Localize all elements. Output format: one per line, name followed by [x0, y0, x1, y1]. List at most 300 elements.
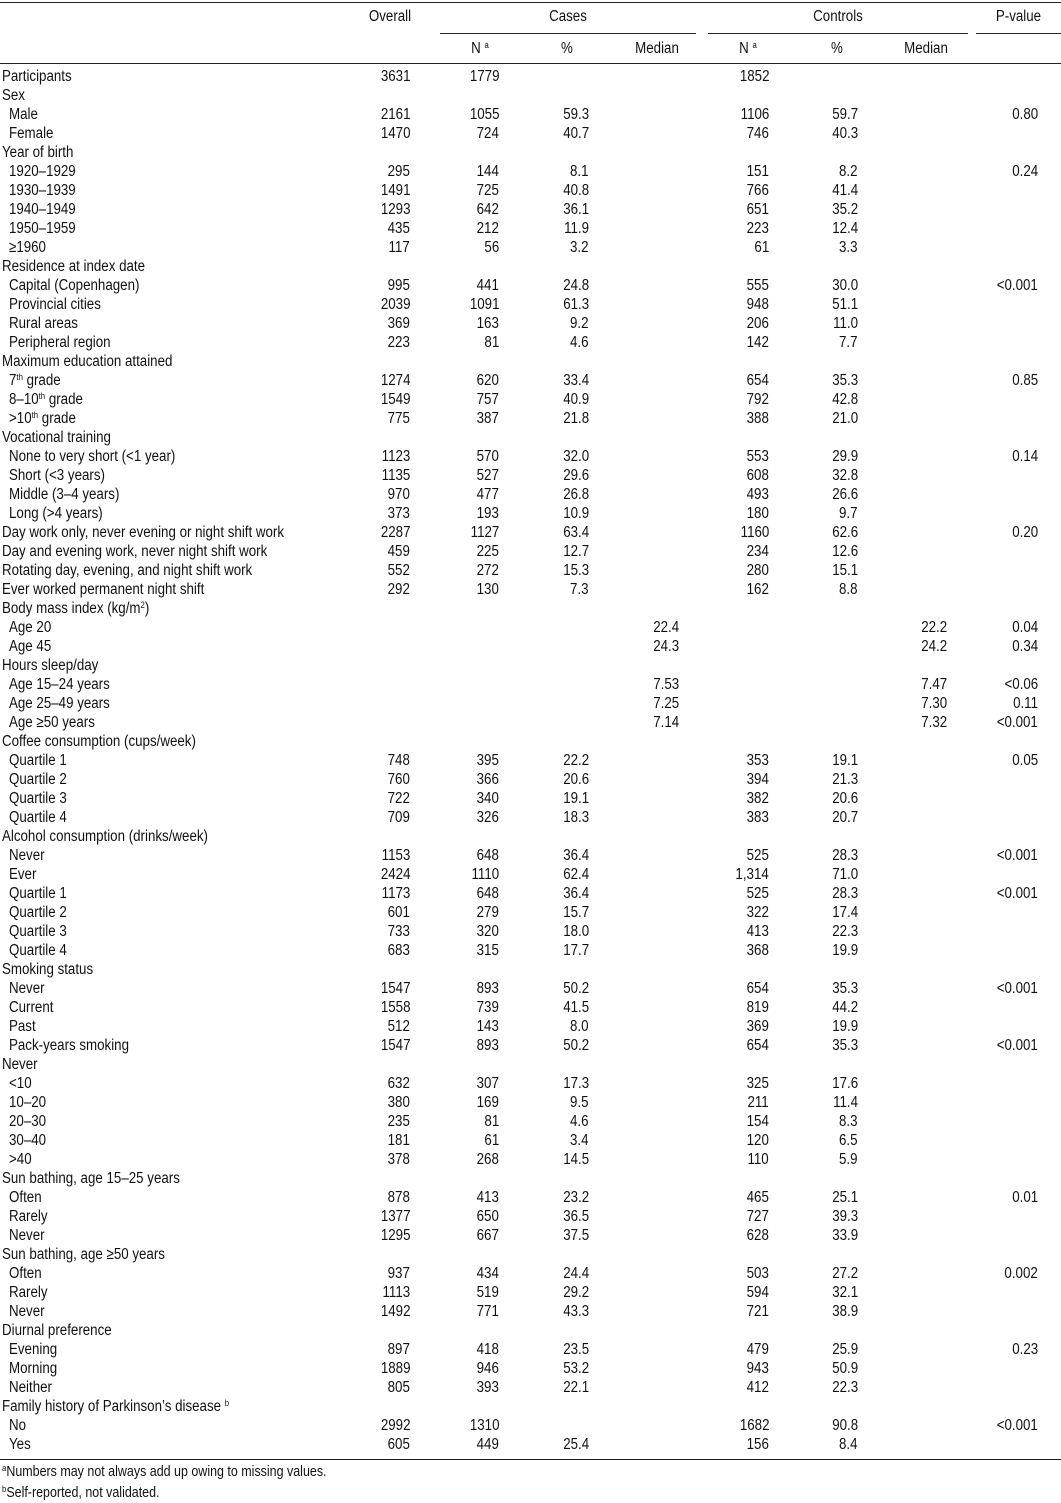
cell-overall: 1889 — [380, 1360, 410, 1377]
row-label: Age ≥50 years — [9, 714, 95, 731]
cell-controls-pct: 50.9 — [832, 1360, 858, 1377]
cell-p: <0.001 — [996, 1417, 1038, 1434]
cell-cases-n: 527 — [476, 467, 499, 484]
cell-p: 0.05 — [1012, 752, 1038, 769]
cell-overall: 235 — [387, 1113, 410, 1130]
cell-cases-pct: 8.1 — [570, 163, 589, 180]
cell-overall: 1293 — [380, 201, 410, 218]
cell-p: 0.002 — [1004, 1265, 1038, 1282]
cell-cases-median: 22.4 — [653, 619, 679, 636]
cell-cases-pct: 23.2 — [563, 1189, 589, 1206]
cell-overall: 181 — [387, 1132, 410, 1149]
cell-controls-median: 22.2 — [921, 619, 947, 636]
cell-cases-n: 739 — [476, 999, 499, 1016]
cell-overall: 775 — [387, 410, 410, 427]
row-label: Short (<3 years) — [9, 467, 105, 484]
cell-cases-n: 441 — [476, 277, 499, 294]
cell-cases-n: 1127 — [470, 524, 499, 541]
cell-cases-n: 642 — [476, 201, 499, 218]
cell-controls-pct: 15.1 — [832, 562, 858, 579]
cell-cases-n: 771 — [476, 1303, 499, 1320]
row-label: Vocational training — [2, 429, 111, 446]
cell-controls-pct: 17.4 — [832, 904, 858, 921]
controls-group-rule — [708, 33, 968, 34]
row-label: None to very short (<1 year) — [9, 448, 176, 465]
cell-controls-n: 766 — [746, 182, 769, 199]
cell-cases-pct: 53.2 — [563, 1360, 589, 1377]
row-label: Year of birth — [2, 144, 74, 161]
cell-controls-n: 154 — [746, 1113, 769, 1130]
cell-controls-pct: 8.8 — [839, 581, 858, 598]
cell-controls-n: 553 — [746, 448, 769, 465]
cell-cases-pct: 15.3 — [563, 562, 589, 579]
cell-cases-n: 56 — [484, 239, 499, 256]
cell-controls-pct: 90.8 — [832, 1417, 858, 1434]
cases-group-rule — [440, 33, 696, 34]
cell-controls-pct: 22.3 — [832, 923, 858, 940]
cell-cases-n: 648 — [476, 847, 499, 864]
cell-overall: 1491 — [380, 182, 410, 199]
cell-overall: 378 — [387, 1151, 410, 1168]
cell-p: 0.04 — [1012, 619, 1038, 636]
cell-controls-n: 721 — [746, 1303, 769, 1320]
cell-cases-pct: 40.7 — [563, 125, 589, 142]
cell-cases-pct: 24.4 — [563, 1265, 589, 1282]
cell-cases-pct: 41.5 — [563, 999, 589, 1016]
row-label: Often — [9, 1189, 42, 1206]
cell-cases-n: 387 — [476, 410, 499, 427]
cell-cases-n: 757 — [476, 391, 499, 408]
cell-overall: 970 — [387, 486, 410, 503]
subheader-controls-n: N $^a$ — [739, 40, 757, 57]
cell-controls-pct: 33.9 — [832, 1227, 858, 1244]
cell-overall: 605 — [387, 1436, 410, 1453]
table-bottom-rule — [0, 1459, 1061, 1460]
cell-p: 0.80 — [1012, 106, 1038, 123]
cell-cases-pct: 18.0 — [563, 923, 589, 940]
cell-controls-n: 413 — [746, 923, 769, 940]
cell-overall: 292 — [387, 581, 410, 598]
cell-controls-n: 180 — [746, 505, 769, 522]
row-label: Sex — [2, 87, 25, 104]
cell-cases-n: 418 — [476, 1341, 499, 1358]
header-bottom-rule — [0, 63, 1061, 64]
row-label: 1920–1929 — [9, 163, 76, 180]
row-label: Rotating day, evening, and night shift work — [2, 562, 253, 579]
cell-overall: 1113 — [382, 1284, 410, 1301]
cell-controls-n: 394 — [746, 771, 769, 788]
cell-overall: 1547 — [380, 980, 410, 997]
cell-p: 0.24 — [1012, 163, 1038, 180]
cell-controls-n: 1682 — [739, 1417, 769, 1434]
row-label: Never — [9, 1227, 45, 1244]
cell-controls-n: 142 — [746, 334, 769, 351]
cell-cases-pct: 22.2 — [563, 752, 589, 769]
cell-cases-n: 1779 — [469, 68, 499, 85]
cell-cases-n: 326 — [476, 809, 499, 826]
cell-controls-n: 1,314 — [735, 866, 769, 883]
cell-cases-n: 1091 — [469, 296, 499, 313]
cell-p: 0.85 — [1012, 372, 1038, 389]
cell-cases-pct: 8.0 — [570, 1018, 589, 1035]
cell-controls-pct: 25.1 — [832, 1189, 858, 1206]
cell-cases-pct: 29.6 — [563, 467, 589, 484]
cell-cases-n: 130 — [476, 581, 499, 598]
cell-controls-pct: 19.9 — [832, 1018, 858, 1035]
cell-cases-n: 307 — [476, 1075, 499, 1092]
cell-overall: 2424 — [380, 866, 410, 883]
cell-controls-pct: 28.3 — [832, 885, 858, 902]
cell-overall: 1558 — [380, 999, 410, 1016]
row-label: Capital (Copenhagen) — [9, 277, 140, 294]
cell-controls-n: 322 — [746, 904, 769, 921]
row-label: >40 — [9, 1151, 32, 1168]
header-pvalue: P-value — [995, 8, 1042, 25]
cell-controls-n: 943 — [746, 1360, 769, 1377]
table-top-rule — [0, 2, 1061, 3]
cell-cases-n: 268 — [476, 1151, 499, 1168]
cell-controls-n: 156 — [746, 1436, 769, 1453]
cell-cases-n: 144 — [476, 163, 499, 180]
row-label: 7th grade — [9, 372, 61, 389]
cell-controls-pct: 44.2 — [832, 999, 858, 1016]
cell-controls-pct: 41.4 — [832, 182, 858, 199]
row-label: 1950–1959 — [9, 220, 76, 237]
row-label: Age 20 — [9, 619, 52, 636]
cell-overall: 459 — [387, 543, 410, 560]
cell-controls-pct: 29.9 — [832, 448, 858, 465]
row-label: Sun bathing, age 15–25 years — [2, 1170, 180, 1187]
cell-overall: 435 — [387, 220, 410, 237]
subheader-controls-pct: % — [831, 40, 843, 57]
subheader-cases-pct: % — [561, 40, 573, 57]
row-label: Coffee consumption (cups/week) — [2, 733, 196, 750]
cell-controls-pct: 32.8 — [832, 467, 858, 484]
cell-cases-pct: 36.1 — [563, 201, 589, 218]
cell-cases-pct: 50.2 — [563, 980, 589, 997]
cell-cases-n: 519 — [476, 1284, 499, 1301]
row-label: ≥1960 — [9, 239, 46, 256]
row-label: Quartile 2 — [9, 771, 67, 788]
cell-controls-n: 493 — [746, 486, 769, 503]
row-label: Day and evening work, never night shift work — [2, 543, 268, 560]
row-label: 20–30 — [9, 1113, 47, 1130]
cell-overall: 937 — [387, 1265, 410, 1282]
cell-controls-pct: 71.0 — [832, 866, 858, 883]
cell-cases-pct: 14.5 — [563, 1151, 589, 1168]
row-label: Never — [9, 847, 45, 864]
cell-controls-n: 369 — [746, 1018, 769, 1035]
cell-cases-pct: 17.7 — [563, 942, 589, 959]
row-label: Participants — [2, 68, 72, 85]
cell-overall: 748 — [387, 752, 410, 769]
cell-controls-pct: 5.9 — [839, 1151, 858, 1168]
cell-cases-n: 61 — [484, 1132, 499, 1149]
subheader-controls-median: Median — [904, 40, 948, 57]
cell-controls-pct: 20.7 — [832, 809, 858, 826]
cell-overall: 760 — [387, 771, 410, 788]
row-label: Ever worked permanent night shift — [2, 581, 205, 598]
cell-controls-pct: 8.2 — [839, 163, 858, 180]
cell-cases-pct: 62.4 — [563, 866, 589, 883]
cell-cases-n: 570 — [476, 448, 499, 465]
cell-controls-pct: 19.9 — [832, 942, 858, 959]
cell-controls-n: 479 — [746, 1341, 769, 1358]
cell-cases-median: 7.14 — [653, 714, 679, 731]
row-label: <10 — [9, 1075, 32, 1092]
cell-p: <0.001 — [996, 885, 1038, 902]
cell-cases-n: 225 — [476, 543, 499, 560]
row-label: Quartile 1 — [9, 885, 67, 902]
cell-overall: 380 — [387, 1094, 410, 1111]
row-label: Never — [2, 1056, 38, 1073]
cell-p: <0.06 — [1004, 676, 1038, 693]
cell-controls-n: 234 — [746, 543, 769, 560]
cell-cases-pct: 9.2 — [570, 315, 589, 332]
cell-controls-median: 7.30 — [921, 695, 947, 712]
cell-controls-n: 792 — [746, 391, 769, 408]
row-label: Quartile 4 — [9, 942, 67, 959]
cell-controls-n: 325 — [746, 1075, 769, 1092]
cell-cases-median: 7.53 — [653, 676, 679, 693]
cell-overall: 1492 — [380, 1303, 410, 1320]
cell-controls-pct: 35.3 — [832, 372, 858, 389]
cell-controls-pct: 40.3 — [832, 125, 858, 142]
cell-cases-pct: 21.8 — [563, 410, 589, 427]
cell-controls-pct: 26.6 — [832, 486, 858, 503]
cell-cases-n: 893 — [476, 1037, 499, 1054]
cell-controls-pct: 30.0 — [832, 277, 858, 294]
cell-cases-n: 212 — [476, 220, 499, 237]
cell-cases-n: 724 — [476, 125, 499, 142]
cell-overall: 995 — [387, 277, 410, 294]
row-label: Often — [9, 1265, 42, 1282]
cell-cases-pct: 40.9 — [563, 391, 589, 408]
row-label: Female — [9, 125, 54, 142]
footnote-a: $^a$Numbers may not always add up owing to missing values. — [2, 1463, 327, 1480]
cell-controls-n: 654 — [746, 1037, 769, 1054]
cell-cases-n: 1055 — [469, 106, 499, 123]
cell-cases-n: 340 — [476, 790, 499, 807]
cell-cases-pct: 36.5 — [563, 1208, 589, 1225]
row-label: Male — [9, 106, 38, 123]
cell-controls-n: 594 — [746, 1284, 769, 1301]
cell-p: <0.001 — [996, 980, 1038, 997]
cell-controls-pct: 11.4 — [833, 1094, 858, 1111]
cell-overall: 373 — [387, 505, 410, 522]
cell-controls-n: 412 — [746, 1379, 769, 1396]
cell-cases-n: 272 — [476, 562, 499, 579]
cell-controls-n: 555 — [746, 277, 769, 294]
row-label: Body mass index $(kg/m^2)$ — [2, 600, 150, 617]
subheader-cases-n: N $^a$ — [471, 40, 489, 57]
cell-overall: 3631 — [380, 68, 410, 85]
cell-controls-pct: 22.3 — [832, 1379, 858, 1396]
row-label: Never — [9, 980, 45, 997]
cell-controls-median: 24.2 — [921, 638, 947, 655]
cell-controls-pct: 20.6 — [832, 790, 858, 807]
cell-overall: 878 — [387, 1189, 410, 1206]
cell-cases-pct: 3.2 — [570, 239, 589, 256]
row-label: 1930–1939 — [9, 182, 76, 199]
cell-cases-pct: 33.4 — [563, 372, 589, 389]
cell-cases-pct: 36.4 — [563, 885, 589, 902]
cell-cases-n: 1110 — [471, 866, 499, 883]
cell-cases-pct: 25.4 — [563, 1436, 589, 1453]
cell-cases-n: 1310 — [469, 1417, 499, 1434]
cell-cases-pct: 32.0 — [563, 448, 589, 465]
cell-overall: 683 — [387, 942, 410, 959]
cell-controls-n: 110 — [747, 1151, 769, 1168]
cell-controls-pct: 35.3 — [832, 1037, 858, 1054]
cell-cases-n: 413 — [476, 1189, 499, 1206]
cell-controls-pct: 11.0 — [833, 315, 858, 332]
cell-controls-n: 628 — [746, 1227, 769, 1244]
cell-cases-pct: 22.1 — [563, 1379, 589, 1396]
cell-cases-pct: 10.9 — [563, 505, 589, 522]
cell-cases-n: 320 — [476, 923, 499, 940]
cell-cases-pct: 61.3 — [563, 296, 589, 313]
cell-cases-pct: 15.7 — [563, 904, 589, 921]
cell-controls-n: 1160 — [740, 524, 769, 541]
cell-controls-pct: 25.9 — [832, 1341, 858, 1358]
cell-cases-pct: 63.4 — [563, 524, 589, 541]
cell-controls-pct: 21.0 — [832, 410, 858, 427]
cell-p: <0.001 — [996, 714, 1038, 731]
row-label: Quartile 2 — [9, 904, 67, 921]
cell-controls-n: 465 — [746, 1189, 769, 1206]
cell-cases-pct: 7.3 — [570, 581, 589, 598]
row-label: Pack-years smoking — [9, 1037, 130, 1054]
cell-cases-pct: 20.6 — [563, 771, 589, 788]
cell-overall: 2992 — [380, 1417, 410, 1434]
cell-controls-median: 7.32 — [921, 714, 947, 731]
cell-controls-n: 368 — [746, 942, 769, 959]
cell-p: 0.23 — [1012, 1341, 1038, 1358]
cell-controls-pct: 62.6 — [832, 524, 858, 541]
cell-cases-pct: 50.2 — [563, 1037, 589, 1054]
cell-p: <0.001 — [996, 277, 1038, 294]
cell-controls-pct: 38.9 — [832, 1303, 858, 1320]
cell-controls-n: 1106 — [740, 106, 769, 123]
row-label: Rarely — [9, 1284, 48, 1301]
cell-controls-pct: 35.2 — [832, 201, 858, 218]
cell-cases-pct: 11.9 — [564, 220, 589, 237]
cell-controls-n: 61 — [754, 239, 769, 256]
header-controls: Controls — [813, 8, 863, 25]
cell-cases-n: 395 — [476, 752, 499, 769]
cell-cases-n: 477 — [476, 486, 499, 503]
row-label: Quartile 1 — [9, 752, 67, 769]
cell-cases-n: 169 — [476, 1094, 499, 1111]
cell-cases-pct: 43.3 — [563, 1303, 589, 1320]
cell-controls-pct: 12.6 — [832, 543, 858, 560]
cell-cases-pct: 4.6 — [570, 1113, 589, 1130]
cell-overall: 1274 — [380, 372, 410, 389]
cell-cases-n: 725 — [476, 182, 499, 199]
cell-controls-pct: 27.2 — [832, 1265, 858, 1282]
cell-controls-pct: 42.8 — [832, 391, 858, 408]
cell-cases-n: 434 — [476, 1265, 499, 1282]
row-label: 8–10th grade — [9, 391, 83, 408]
cell-overall: 2039 — [380, 296, 410, 313]
cell-cases-n: 946 — [476, 1360, 499, 1377]
row-label: 1940–1949 — [9, 201, 76, 218]
row-label: Quartile 3 — [9, 923, 67, 940]
cell-controls-median: 7.47 — [921, 676, 947, 693]
cell-cases-pct: 4.6 — [570, 334, 589, 351]
cell-cases-pct: 29.2 — [563, 1284, 589, 1301]
cell-overall: 722 — [387, 790, 410, 807]
cell-cases-pct: 26.8 — [563, 486, 589, 503]
cell-controls-pct: 3.3 — [839, 239, 858, 256]
row-label: Never — [9, 1303, 45, 1320]
cell-overall: 1470 — [380, 125, 410, 142]
cell-overall: 733 — [387, 923, 410, 940]
cell-overall: 1295 — [380, 1227, 410, 1244]
cell-cases-median: 24.3 — [653, 638, 679, 655]
cell-cases-pct: 59.3 — [563, 106, 589, 123]
cell-controls-pct: 51.1 — [832, 296, 858, 313]
cell-controls-n: 151 — [746, 163, 769, 180]
cell-cases-n: 193 — [476, 505, 499, 522]
cell-cases-n: 449 — [476, 1436, 499, 1453]
row-label: Long (>4 years) — [9, 505, 103, 522]
cell-controls-pct: 12.4 — [832, 220, 858, 237]
row-label: Morning — [9, 1360, 58, 1377]
cell-cases-n: 393 — [476, 1379, 499, 1396]
row-label: Past — [9, 1018, 36, 1035]
cell-overall: 295 — [387, 163, 410, 180]
cell-controls-n: 608 — [746, 467, 769, 484]
cell-cases-pct: 36.4 — [563, 847, 589, 864]
row-label: Residence at index date — [2, 258, 146, 275]
cell-cases-n: 667 — [476, 1227, 499, 1244]
header-overall: Overall — [368, 8, 412, 25]
row-label: Ever — [9, 866, 37, 883]
row-label: Current — [9, 999, 54, 1016]
cell-overall: 1377 — [380, 1208, 410, 1225]
row-label: 30–40 — [9, 1132, 47, 1149]
cell-cases-pct: 9.5 — [570, 1094, 589, 1111]
row-label: Quartile 3 — [9, 790, 67, 807]
cell-controls-n: 388 — [746, 410, 769, 427]
cell-p: 0.14 — [1012, 448, 1038, 465]
cell-overall: 2287 — [380, 524, 410, 541]
row-label: Yes — [9, 1436, 31, 1453]
cell-controls-n: 525 — [746, 885, 769, 902]
cell-cases-pct: 18.3 — [563, 809, 589, 826]
header-cases: Cases — [549, 8, 587, 25]
cell-cases-median: 7.25 — [653, 695, 679, 712]
footnote-b: $^b$Self-reported, not validated. — [2, 1484, 160, 1501]
cell-controls-n: 120 — [746, 1132, 769, 1149]
cell-overall: 1153 — [381, 847, 410, 864]
cell-cases-pct: 3.4 — [570, 1132, 589, 1149]
cell-cases-n: 81 — [484, 334, 499, 351]
cell-p: <0.001 — [996, 1037, 1038, 1054]
cell-controls-n: 353 — [746, 752, 769, 769]
cell-p: 0.20 — [1012, 524, 1038, 541]
row-label: Rarely — [9, 1208, 48, 1225]
cell-overall: 1123 — [381, 448, 410, 465]
cell-overall: 369 — [387, 315, 410, 332]
row-label: Family history of Parkinson’s disease $^b$ — [2, 1398, 230, 1415]
row-label: Day work only, never evening or night shift work — [2, 524, 285, 541]
cell-overall: 709 — [387, 809, 410, 826]
row-label: Rural areas — [9, 315, 78, 332]
row-label: Peripheral region — [9, 334, 111, 351]
